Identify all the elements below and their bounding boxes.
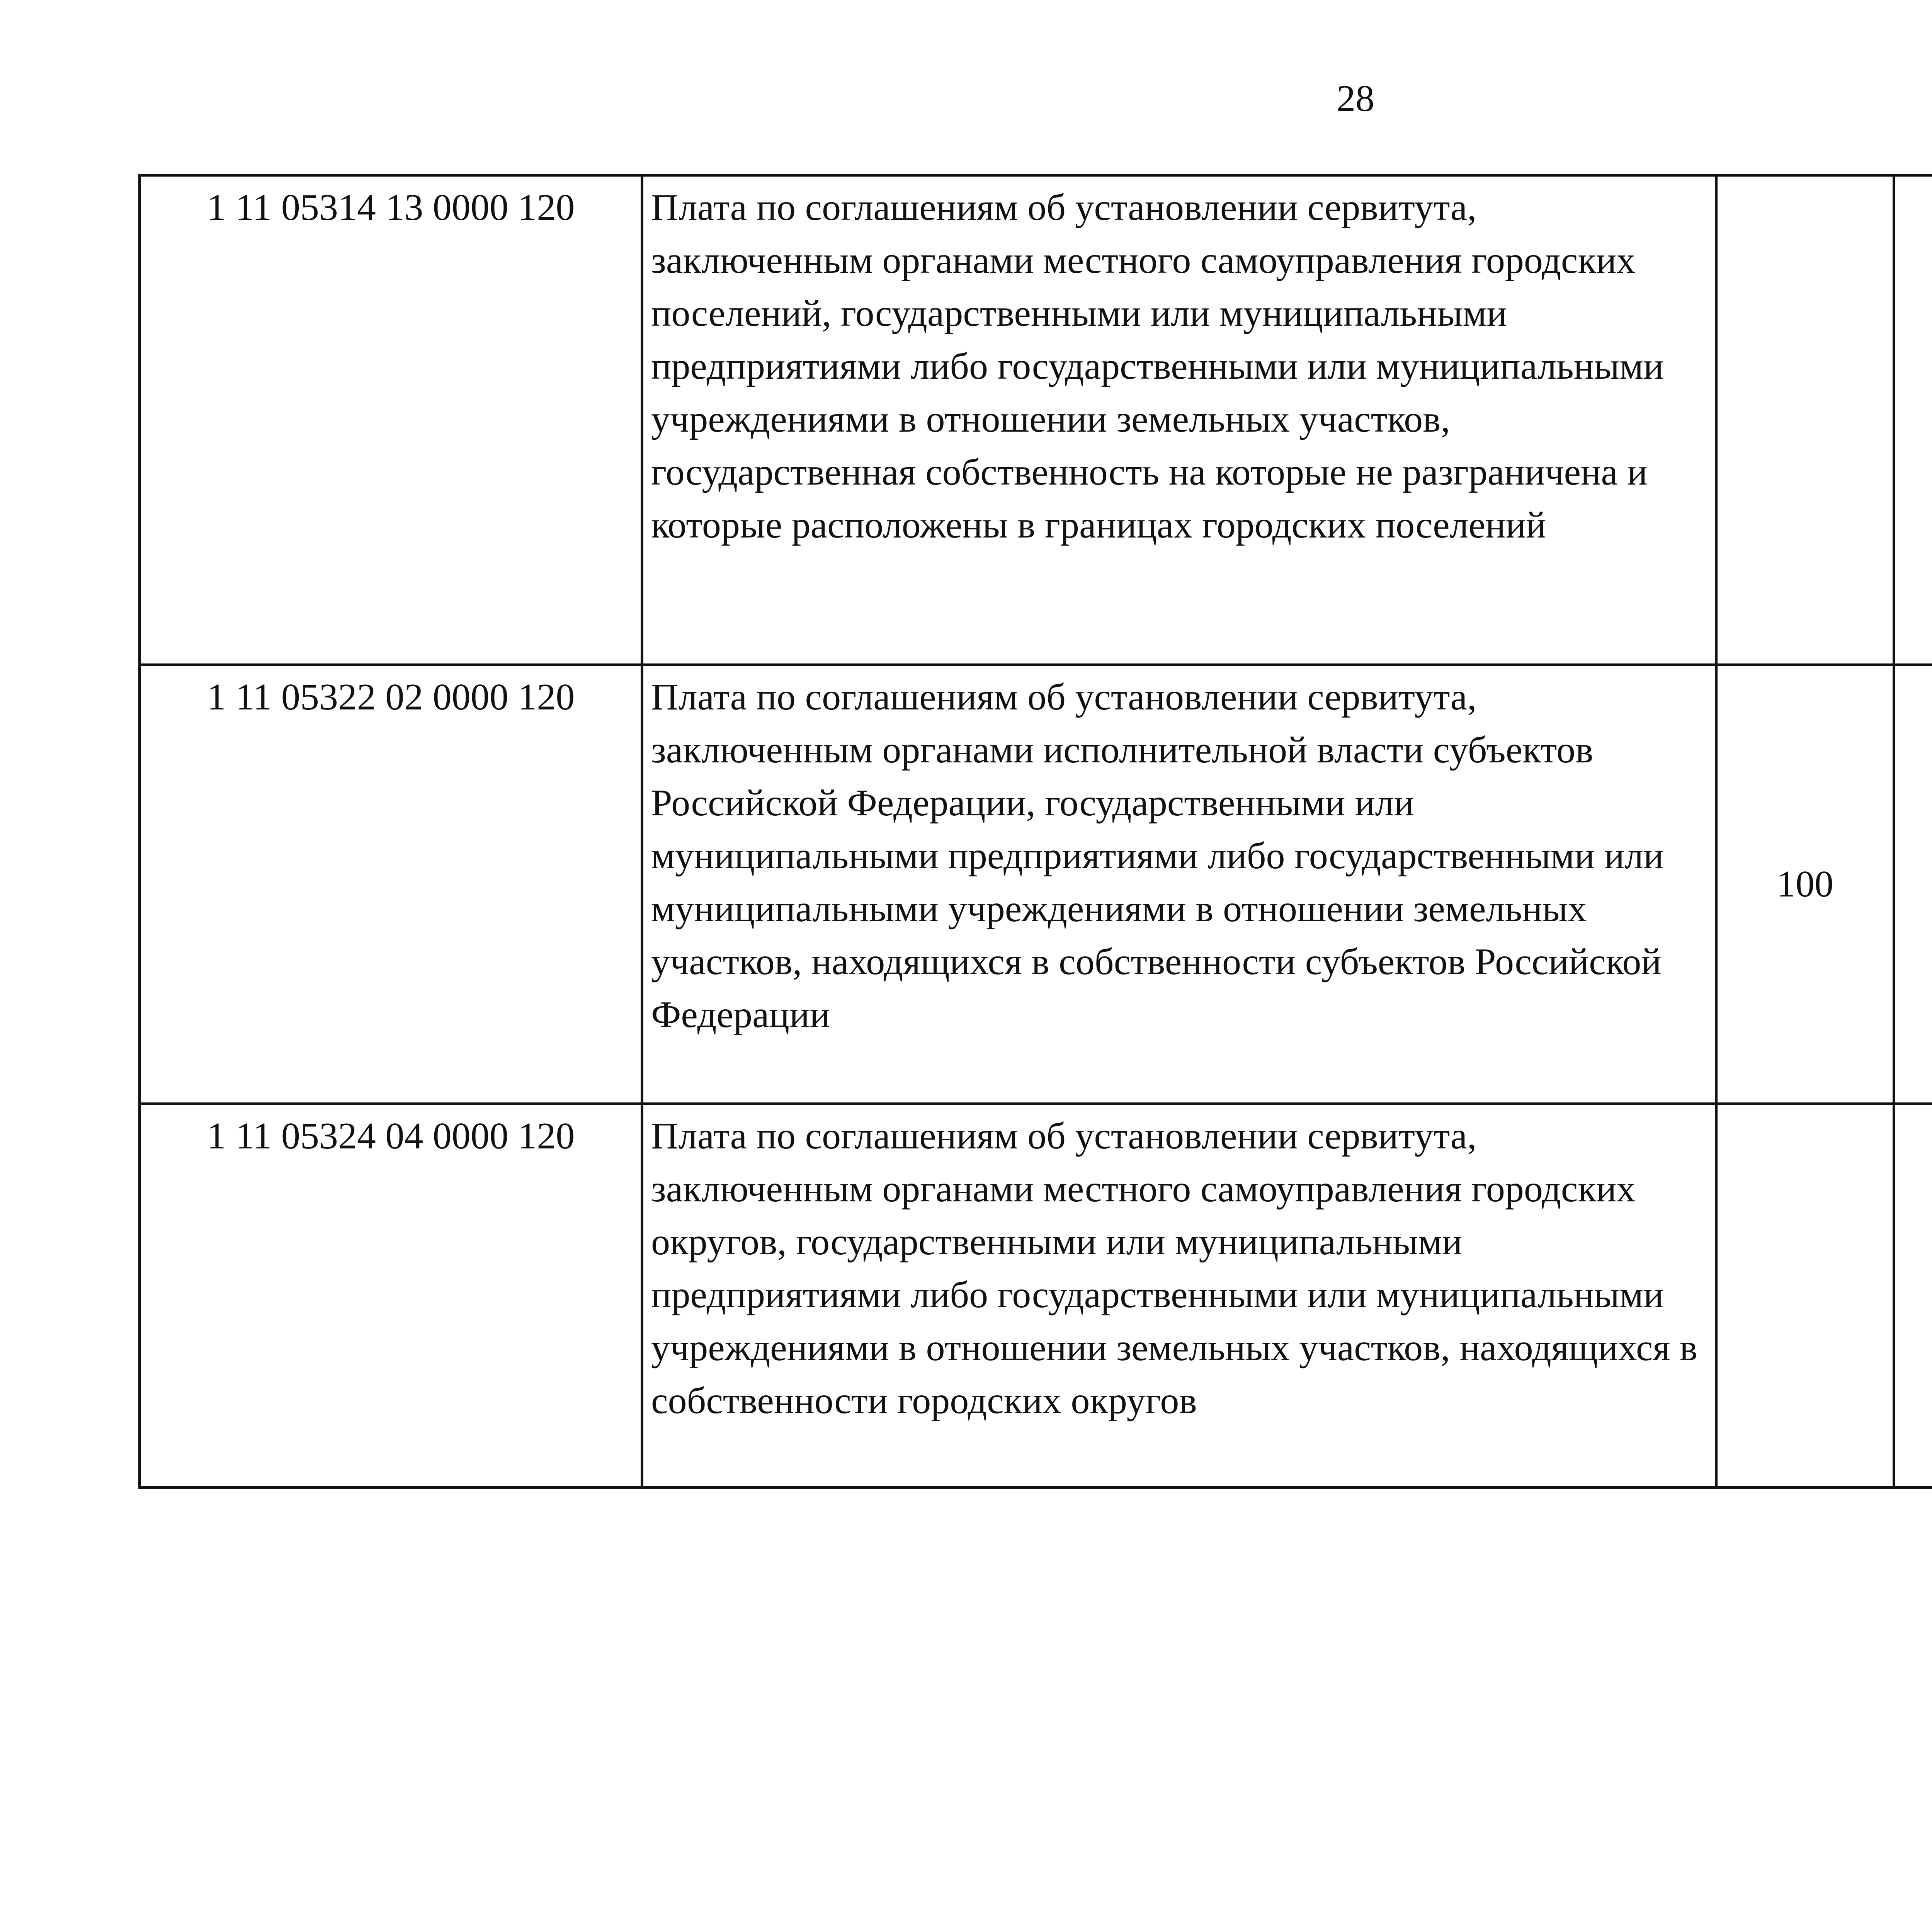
table-row bbox=[140, 665, 1932, 1104]
budget-classification-code: 1 11 05324 04 0000 120 bbox=[140, 1104, 642, 1488]
budget-classification-code: 1 11 05322 02 0000 120 bbox=[140, 665, 642, 1104]
revenue-description: Плата по соглашениям об установлении сервитута, заключенным органами местного самоуправления городских округов, государственными или муниципальными предприятиями либо государственными или муниципальными учреждениями в отношении земельных участков, находящихся в собственности городских округов bbox=[642, 1104, 1716, 1488]
value-cell-1 bbox=[1716, 1104, 1894, 1488]
budget-classification-code: 1 11 05314 13 0000 120 bbox=[140, 175, 642, 665]
value-cell-1 bbox=[1716, 175, 1894, 665]
value-cell-2 bbox=[1894, 1104, 1932, 1488]
revenue-distribution-table bbox=[138, 174, 1932, 1489]
value-cell-1: 100 bbox=[1716, 665, 1894, 1104]
revenue-description: Плата по соглашениям об установлении сервитута, заключенным органами местного самоуправления городских поселений, государственными или муниципальными предприятиями либо государственными или муниципальными учреждениями в отношении земельных участков, государственная собственность на которые не разграничена и которые расположены в границах городских поселений bbox=[642, 175, 1716, 665]
value-cell-2 bbox=[1894, 175, 1932, 665]
revenue-description: Плата по соглашениям об установлении сервитута, заключенным органами исполнительной власти субъектов Российской Федерации, государственными или муниципальными предприятиями либо государственными или муниципальными учреждениями в отношении земельных участков, находящихся в собственности субъектов Российской Федерации bbox=[642, 665, 1716, 1104]
table-row bbox=[140, 1104, 1932, 1488]
page-number: 28 bbox=[1337, 78, 1374, 119]
value-cell-2 bbox=[1894, 665, 1932, 1104]
table-row bbox=[140, 175, 1932, 665]
